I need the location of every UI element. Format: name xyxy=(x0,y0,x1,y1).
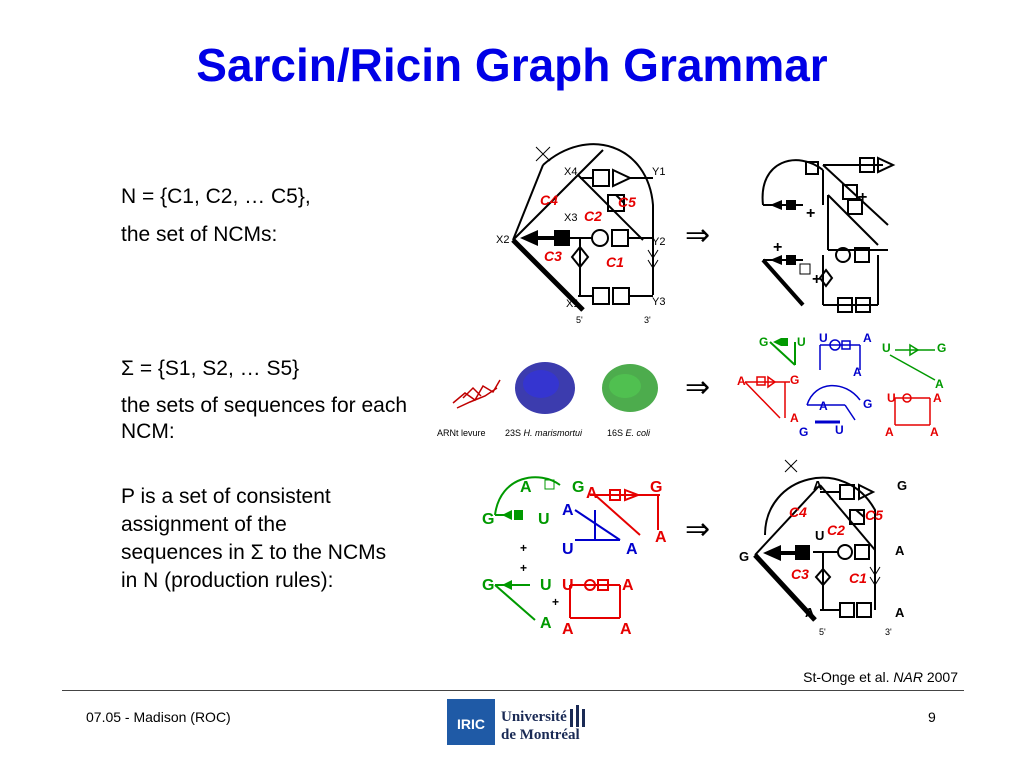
plus-sign: + xyxy=(520,561,528,575)
implies-arrow-3: ⇒ xyxy=(685,512,711,547)
base-a: A xyxy=(813,478,823,493)
base-a: A xyxy=(622,577,634,594)
label-c5: C5 xyxy=(865,507,883,523)
base-g: G xyxy=(790,373,800,387)
base-a: A xyxy=(737,374,746,388)
sequence-fragments-diagram xyxy=(735,330,950,440)
footer-divider xyxy=(62,690,964,691)
implies-arrow-1: ⇒ xyxy=(685,218,711,253)
base-g: G xyxy=(739,549,750,564)
page-number: 9 xyxy=(928,709,936,725)
base-a: A xyxy=(863,331,872,345)
citation: St-Onge et al. NAR 2007 xyxy=(803,669,958,685)
logo-line1: Université xyxy=(501,709,567,725)
label-c5: C5 xyxy=(618,194,636,210)
base-a: A xyxy=(805,605,815,620)
base-g: G xyxy=(937,341,947,355)
base-g: G xyxy=(897,478,908,493)
base-u: U xyxy=(538,511,550,528)
ncm-decomposition-diagram xyxy=(748,140,898,325)
montreal-crest-icon xyxy=(570,705,585,727)
plus-sign: + xyxy=(552,595,560,609)
base-a: A xyxy=(853,365,862,379)
plus-sign: + xyxy=(812,271,822,288)
plus-sign: + xyxy=(520,541,528,555)
label-x3: X3 xyxy=(564,212,578,224)
plus-sign: + xyxy=(858,189,868,206)
caption-trna: ARNt levure xyxy=(437,428,486,438)
label-c4: C4 xyxy=(540,192,558,208)
base-a: A xyxy=(626,541,638,558)
colored-fragments-diagram xyxy=(480,460,670,640)
implies-arrow-2: ⇒ xyxy=(685,370,711,405)
base-u: U xyxy=(562,541,574,558)
base-g: G xyxy=(863,397,873,411)
base-u: U xyxy=(819,331,828,345)
sequence-set-line1: Σ = {S1, S2, … S5} xyxy=(121,357,300,380)
base-u: U xyxy=(882,341,891,355)
base-u: U xyxy=(562,577,574,594)
label-c4: C4 xyxy=(789,504,807,520)
production-rules-paragraph: P is a set of consistent assignment of the sequences in Σ to the NCMs in N (production rules): xyxy=(121,485,387,592)
base-g: G xyxy=(572,479,585,496)
ncm-set-line1: N = {C1, C2, … C5}, xyxy=(121,185,311,208)
base-g: G xyxy=(759,335,769,349)
label-y2: Y2 xyxy=(652,236,666,248)
sequence-set-text xyxy=(121,355,421,455)
rna-structure-images xyxy=(445,358,675,428)
plus-sign: + xyxy=(773,239,783,256)
base-a: A xyxy=(935,377,944,391)
label-five-prime: 5' xyxy=(819,627,826,637)
base-g: G xyxy=(650,479,663,496)
slide-title: Sarcin/Ricin Graph Grammar xyxy=(196,39,828,91)
label-c1: C1 xyxy=(849,570,867,586)
base-a: A xyxy=(930,425,939,439)
base-a: A xyxy=(933,391,942,405)
base-a: A xyxy=(562,502,574,519)
base-a: A xyxy=(895,543,905,558)
base-u: U xyxy=(540,577,552,594)
sequence-set-line2: the sets of sequences for each NCM: xyxy=(121,394,408,443)
base-a: A xyxy=(655,529,667,546)
base-a: A xyxy=(620,621,632,638)
production-rules-text xyxy=(121,483,391,605)
label-c2: C2 xyxy=(584,208,602,224)
label-y1: Y1 xyxy=(652,166,666,178)
ncm-set-text xyxy=(121,183,311,259)
base-g: G xyxy=(799,425,809,439)
base-u: U xyxy=(835,423,844,437)
universite-de-montreal-logo xyxy=(447,697,592,747)
plus-sign: + xyxy=(806,205,816,222)
label-x1: X1 xyxy=(566,298,580,310)
ncm-graph-diagram xyxy=(488,135,678,330)
base-u: U xyxy=(887,391,896,405)
base-u: U xyxy=(815,528,825,543)
base-a: A xyxy=(885,425,894,439)
label-three-prime: 3' xyxy=(885,627,892,637)
caption-16s: 16S E. coli xyxy=(607,428,651,438)
label-c3: C3 xyxy=(544,248,562,264)
base-a: A xyxy=(540,615,552,632)
label-five-prime: 5' xyxy=(576,315,583,325)
caption-23s: 23S H. marismortui xyxy=(505,428,583,438)
base-g: G xyxy=(482,511,495,528)
base-a: A xyxy=(819,399,828,413)
base-a: A xyxy=(562,621,574,638)
label-c2: C2 xyxy=(827,522,845,538)
base-a: A xyxy=(586,485,598,502)
logo-line2: de Montréal xyxy=(501,727,580,743)
iric-mark: IRIC xyxy=(457,716,485,732)
base-a: A xyxy=(790,411,799,425)
footer-event: 07.05 - Madison (ROC) xyxy=(86,709,231,725)
ncm-set-line2: the set of NCMs: xyxy=(121,223,278,246)
base-a: A xyxy=(520,479,532,496)
label-x2: X2 xyxy=(496,234,510,246)
base-a: A xyxy=(895,605,905,620)
label-x4: X4 xyxy=(564,166,578,178)
label-three-prime: 3' xyxy=(644,315,651,325)
label-y3: Y3 xyxy=(652,296,666,308)
base-u: U xyxy=(797,335,806,349)
label-c3: C3 xyxy=(791,566,809,582)
label-c1: C1 xyxy=(606,254,624,270)
base-g: G xyxy=(482,577,495,594)
assigned-graph-diagram xyxy=(735,455,930,640)
